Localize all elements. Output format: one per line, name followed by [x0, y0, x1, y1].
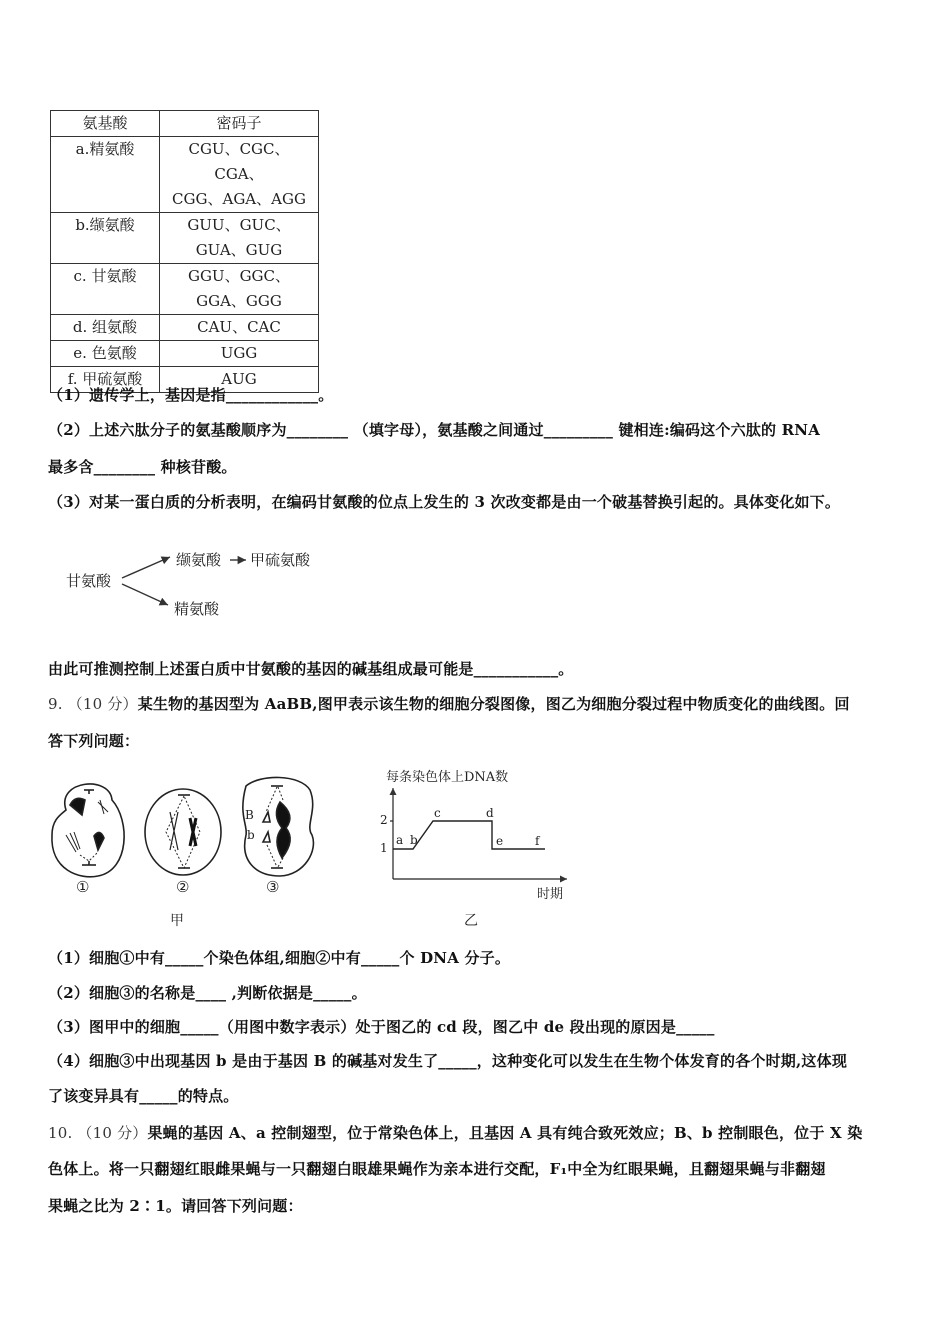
codon-line: GUU、GUC、: [187, 216, 291, 234]
q9-number: 9. （10 分）: [48, 695, 138, 713]
cell-3-label: ③: [266, 878, 280, 896]
codon-line: GGA、GGG: [196, 292, 282, 310]
gene-B-label: B: [245, 808, 254, 822]
amino-cell: c. 甘氨酸: [51, 264, 160, 315]
codon-line: GUA、GUG: [195, 241, 283, 259]
q9-part4-cont: 了该变异具有_____的特点。: [48, 1087, 239, 1105]
point-d: d: [486, 806, 494, 820]
cell-3-diagram: [243, 777, 314, 876]
amino-cell: b.缬氨酸: [51, 213, 160, 264]
q8-part4: 由此可推测控制上述蛋白质中甘氨酸的基因的碱基组成最可能是___________。: [48, 660, 574, 678]
header-codon: 密码子: [160, 111, 319, 137]
dna-curve: [393, 821, 545, 849]
arginine-label: 精氨酸: [174, 600, 220, 618]
q10-stem-cont: 色体上。将一只翻翅红眼雌果蝇与一只翻翅白眼雄果蝇作为亲本进行交配，F₁中全为红眼果蝇，且翻翅果蝇与非翻翅: [48, 1160, 826, 1178]
chart-ylabel: 每条染色体上DNA数: [386, 770, 509, 785]
cell-1-label: ①: [76, 878, 90, 896]
codon-line: CGU、CGC、CGA、: [188, 140, 290, 183]
figure-jia-caption: 甲: [170, 913, 184, 929]
ytick-1: 1: [380, 841, 388, 855]
ytick-2: 2: [380, 813, 388, 827]
q10-stem: [48, 1122, 862, 1143]
codon-cell: UGG: [160, 341, 319, 367]
point-c: c: [434, 806, 441, 820]
chart-xlabel: 时期: [537, 887, 564, 902]
codon-line: CGG、AGA、AGG: [172, 190, 306, 208]
amino-cell: d. 组氨酸: [51, 315, 160, 341]
cell-1-diagram: [52, 784, 124, 877]
header-amino-acid: 氨基酸: [51, 111, 160, 137]
q8-part2: （2）上述六肽分子的氨基酸顺序为________ （填字母），氨基酸之间通过_________ 键相连:编码这个六肽的 RNA: [48, 421, 821, 439]
cell-2-diagram: [145, 789, 221, 875]
methionine-label: 甲硫氨酸: [250, 551, 311, 569]
glycine-label: 甘氨酸: [66, 572, 112, 590]
amino-cell: f. 甲硫氨酸: [51, 367, 160, 393]
codon-cell: AUG: [160, 367, 319, 393]
q10-stem-end: 果蝇之比为 2∶1。请回答下列问题：: [48, 1197, 303, 1215]
q9-stem-cont: 答下列问题：: [48, 732, 140, 750]
figure-yi-caption: 乙: [464, 913, 478, 929]
q9-part3: （3）图甲中的细胞_____（用图中数字表示）处于图乙的 cd 段，图乙中 de 段出现的原因是_____: [48, 1018, 715, 1036]
q8-part2-cont: 最多含________ 种核苷酸。: [48, 458, 237, 476]
q10-stem-text: 果蝇的基因 A、a 控制翅型，位于常染色体上，且基因 A 具有纯合致死效应；B、b 控制眼色，位于 X 染: [147, 1124, 863, 1142]
q10-number: 10. （10 分）: [48, 1124, 148, 1142]
codon-cell: CAU、CAC: [160, 315, 319, 341]
dna-per-chromosome-chart: [390, 788, 567, 879]
q9-part1: （1）细胞①中有_____个染色体组,细胞②中有_____个 DNA 分子。: [48, 949, 511, 967]
point-b: b: [410, 833, 418, 847]
valine-label: 缬氨酸: [176, 551, 222, 569]
q9-stem-text: 某生物的基因型为 AaBB,图甲表示该生物的细胞分裂图像，图乙为细胞分裂过程中物质变化的曲线图。回: [137, 695, 850, 713]
point-a: a: [396, 833, 404, 847]
codon-line: GGU、GGC、: [187, 267, 291, 285]
point-e: e: [496, 834, 504, 848]
amino-cell: e. 色氨酸: [51, 341, 160, 367]
q9-part2: （2）细胞③的名称是____ ,判断依据是_____。: [48, 984, 367, 1002]
cell-2-label: ②: [176, 878, 190, 896]
q8-part3: （3）对某一蛋白质的分析表明，在编码甘氨酸的位点上发生的 3 次改变都是由一个破基替换引起的。具体变化如下。: [48, 493, 841, 511]
q9-part4: （4）细胞③中出现基因 b 是由于基因 B 的碱基对发生了_____，这种变化可以发生在生物个体发育的各个时期,这体现: [48, 1052, 848, 1070]
point-f: f: [535, 834, 540, 848]
amino-cell: a.精氨酸: [51, 137, 160, 213]
gene-b-label: b: [247, 828, 255, 842]
mutation-arrows: [122, 557, 246, 605]
q8-part1: （1）遗传学上，基因是指____________。: [48, 386, 334, 404]
